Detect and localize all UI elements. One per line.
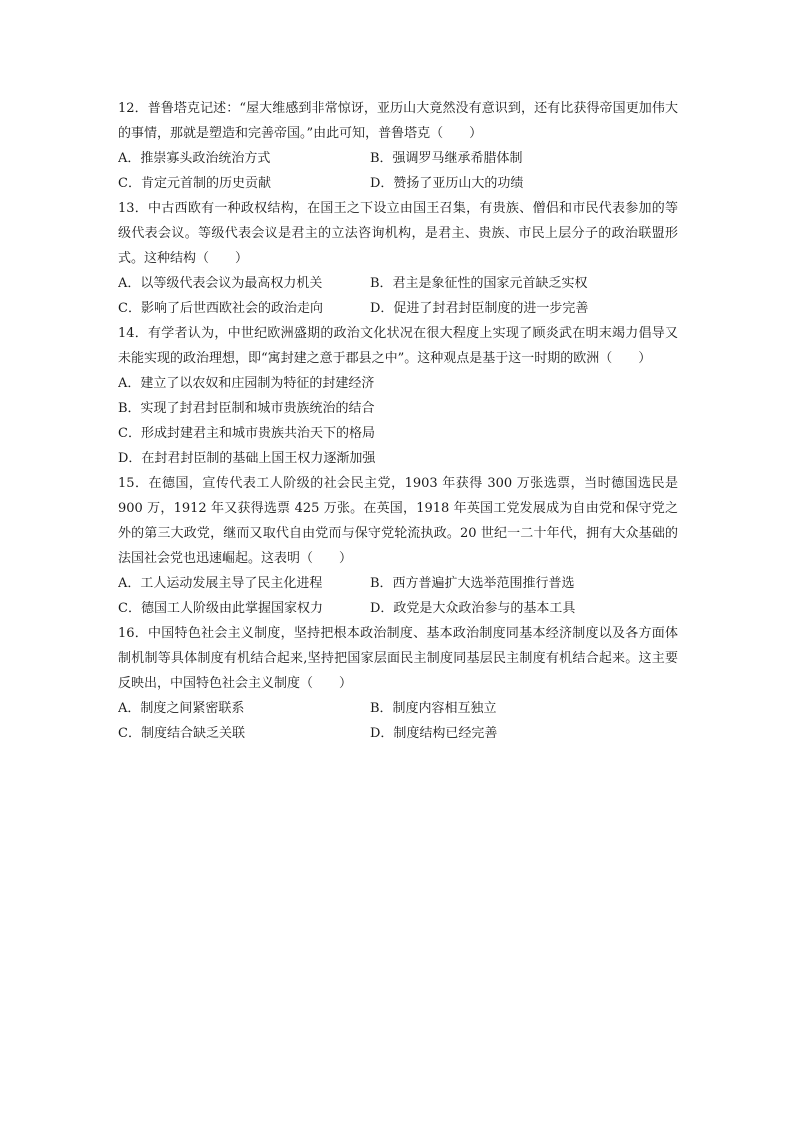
option-b: B．实现了封君封臣制和城市贵族统治的结合: [118, 401, 375, 416]
option-a: A．建立了以农奴和庄园制为特征的封建经济: [118, 376, 375, 391]
answer-options: [118, 271, 678, 321]
option-d: D．制度结构已经完善: [370, 726, 498, 741]
option-d: D．促进了封君封臣制度的进一步完善: [370, 301, 589, 316]
option-c: C．肯定元首制的历史贡献: [118, 176, 271, 191]
question-stem: 13．中古西欧有一种政权结构，在国王之下设立由国王召集，有贵族、僧侣和市民代表参加的等级代表会议。等级代表会议是君主的立法咨询机构，是君主、贵族、市民上层分子的政治联盟形式。这种结构（ ）: [118, 201, 678, 266]
answer-options: [118, 146, 678, 196]
answer-options: [118, 696, 678, 746]
option-d: D．在封君封臣制的基础上国王权力逐渐加强: [118, 451, 376, 466]
question-12: [118, 96, 678, 196]
answer-options: [118, 571, 678, 621]
option-c: C．形成封建君主和城市贵族共治天下的格局: [118, 426, 375, 441]
option-b: B．制度内容相互独立: [370, 701, 497, 716]
question-15: [118, 471, 678, 621]
option-b: B．西方普遍扩大选举范围推行普选: [370, 576, 575, 591]
question-16: [118, 621, 678, 746]
option-c: C．制度结合缺乏关联: [118, 726, 245, 741]
option-b: B．强调罗马继承希腊体制: [370, 151, 523, 166]
question-stem: 16．中国特色社会主义制度，坚持把根本政治制度、基本政治制度同基本经济制度以及各方面体制机制等具体制度有机结合起来,坚持把国家层面民主制度同基层民主制度有机结合起来。这主要反映出，中国特色社会主义制度（ ）: [118, 626, 678, 691]
option-a: A．工人运动发展主导了民主化进程: [118, 576, 323, 591]
option-c: C．影响了后世西欧社会的政治走向: [118, 301, 323, 316]
question-14: [118, 321, 678, 471]
option-b: B．君主是象征性的国家元首缺乏实权: [370, 276, 588, 291]
question-13: [118, 196, 678, 321]
answer-options: [118, 371, 678, 471]
option-a: A．制度之间紧密联系: [118, 701, 245, 716]
option-a: A．推崇寡头政治统治方式: [118, 151, 271, 166]
question-stem: 12．普鲁塔克记述：“屋大维感到非常惊讶，亚历山大竟然没有意识到，还有比获得帝国更加伟大的事情，那就是塑造和完善帝国。”由此可知，普鲁塔克（ ）: [118, 101, 678, 141]
question-stem: 15．在德国，宣传代表工人阶级的社会民主党，1903 年获得 300 万张选票，当时德国选民是 900 万，1912 年又获得选票 425 万张。在英国，1918 年英国工党发展成为自由党和保守党之外的第三大政党，继而又取代自由党而与保守党轮流执政。20 世纪一二十年代，拥有大众基础的法国社会党也迅速崛起。这表明（ ）: [118, 476, 678, 566]
exam-page: [118, 96, 678, 746]
option-d: D．赞扬了亚历山大的功绩: [370, 176, 524, 191]
option-c: C．德国工人阶级由此掌握国家权力: [118, 601, 323, 616]
question-stem: 14．有学者认为，中世纪欧洲盛期的政治文化状况在很大程度上实现了顾炎武在明末竭力倡导又未能实现的政治理想，即“寓封建之意于郡县之中”。这种观点是基于这一时期的欧洲（ ）: [118, 326, 678, 366]
option-a: A．以等级代表会议为最高权力机关: [118, 276, 323, 291]
option-d: D．政党是大众政治参与的基本工具: [370, 601, 576, 616]
